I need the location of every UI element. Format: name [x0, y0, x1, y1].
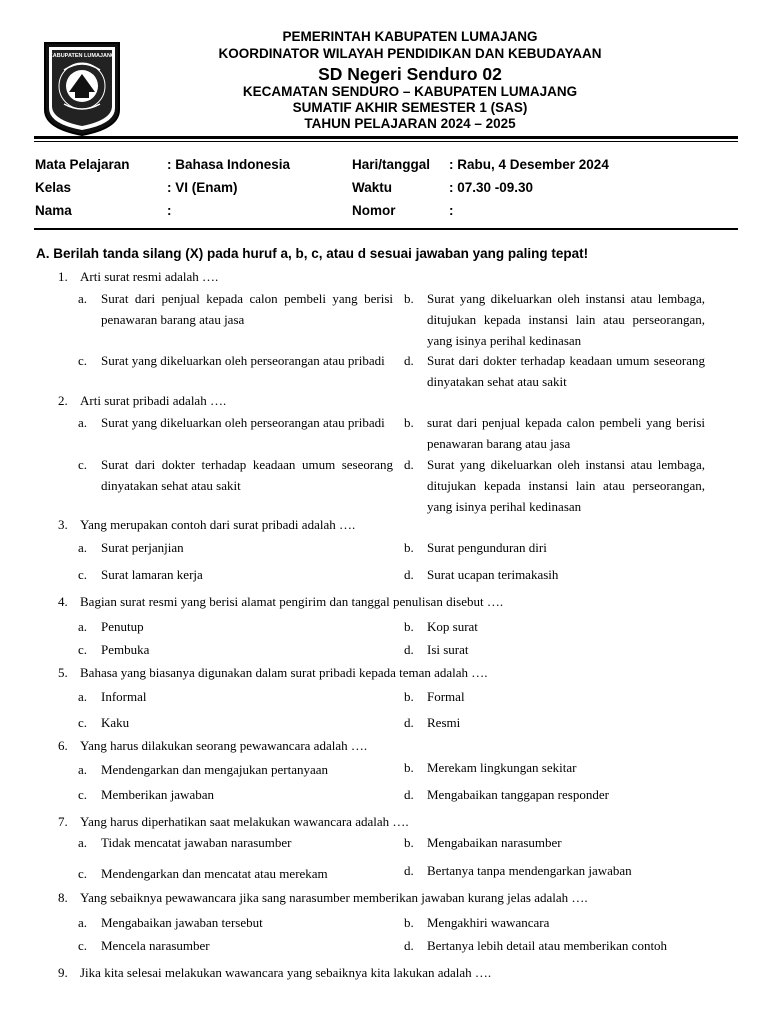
date-value: : Rabu, 4 Desember 2024	[449, 157, 609, 172]
question-6: 6. Yang harus dilakukan seorang pewawancara adalah ….	[58, 738, 368, 753]
number-value: :	[449, 203, 454, 218]
time-label: Waktu	[352, 180, 392, 195]
header-district: KECAMATAN SENDURO – KABUPATEN LUMAJANG	[242, 84, 578, 99]
name-label: Nama	[35, 203, 72, 218]
question-1: 1. Arti surat resmi adalah ….	[58, 269, 219, 284]
question-9: 9. Jika kita selesai melakukan wawancara yang sebaiknya kita lakukan adalah ….	[58, 965, 492, 980]
header-exam-title: SUMATIF AKHIR SEMESTER 1 (SAS)	[292, 100, 528, 115]
class-value: : VI (Enam)	[167, 180, 238, 195]
number-label: Nomor	[352, 203, 396, 218]
subject-value: : Bahasa Indonesia	[167, 157, 291, 172]
info-divider	[34, 228, 738, 230]
header-school-year: TAHUN PELAJARAN 2024 – 2025	[304, 116, 516, 131]
header-divider-thin	[34, 141, 738, 142]
subject-label: Mata Pelajaran	[35, 157, 130, 172]
question-4: 4. Bagian surat resmi yang berisi alamat pengirim dan tanggal penulisan disebut ….	[58, 594, 504, 609]
header-school-name: SD Negeri Senduro 02	[318, 64, 502, 84]
header-government: PEMERINTAH KABUPATEN LUMAJANG	[282, 29, 538, 44]
question-8: 8. Yang sebaiknya pewawancara jika sang narasumber memberikan jawaban kurang jelas adalah ….	[58, 890, 588, 905]
header-divider-thick	[34, 136, 738, 139]
lumajang-regency-logo	[42, 40, 122, 137]
date-label: Hari/tanggal	[352, 157, 431, 172]
question-2: 2. Arti surat pribadi adalah ….	[58, 393, 227, 408]
class-label: Kelas	[35, 180, 72, 195]
question-7: 7. Yang harus diperhatikan saat melakukan wawancara adalah ….	[58, 814, 409, 829]
question-3: 3. Yang merupakan contoh dari surat pribadi adalah ….	[58, 517, 356, 532]
question-5: 5. Bahasa yang biasanya digunakan dalam surat pribadi kepada teman adalah ….	[58, 665, 488, 680]
header-coordinator: KOORDINATOR WILAYAH PENDIDIKAN DAN KEBUDAYAAN	[218, 46, 602, 61]
name-value: :	[167, 203, 172, 218]
time-value: : 07.30 -09.30	[449, 180, 534, 195]
svg-text:KABUPATEN LUMAJANG: KABUPATEN LUMAJANG	[48, 53, 116, 59]
section-a-instruction: A. Berilah tanda silang (X) pada huruf a, b, c, atau d sesuai jawaban yang paling tepat!	[36, 246, 589, 261]
